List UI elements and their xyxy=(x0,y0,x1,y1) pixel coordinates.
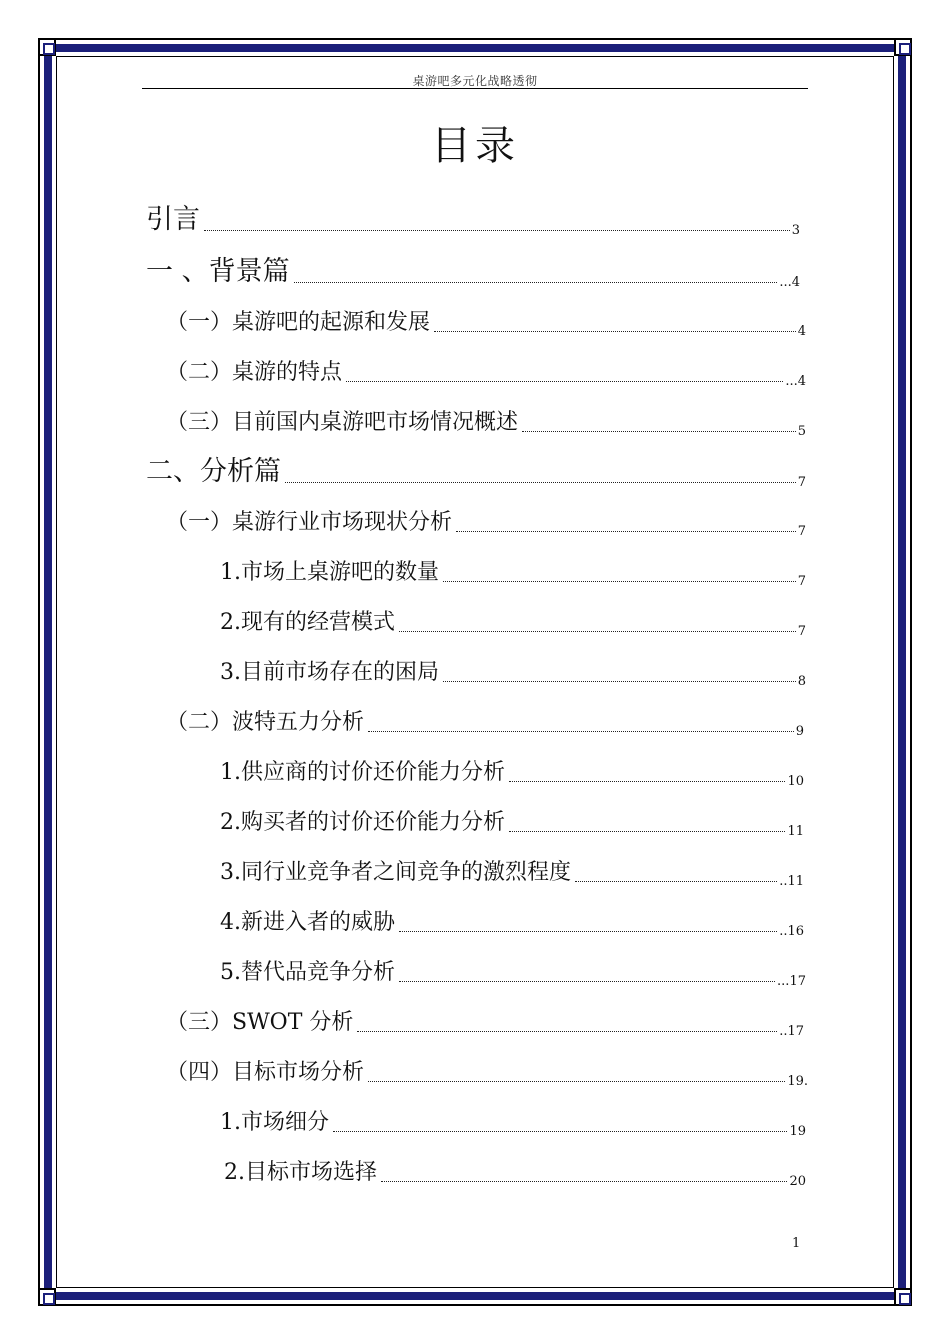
running-header: 桌游吧多元化战略透彻 xyxy=(412,74,538,88)
toc-entry[interactable] xyxy=(166,1010,804,1039)
border-corner-ornament xyxy=(38,1288,56,1306)
toc-leader-dots xyxy=(285,482,796,483)
toc-leader-dots xyxy=(333,1131,787,1132)
toc-leader-dots xyxy=(357,1031,777,1032)
toc-entry-page: 5 xyxy=(797,424,806,439)
toc-entry-page: 7 xyxy=(797,624,806,639)
toc-entry-label: （三）SWOT 分析 xyxy=(166,1010,354,1035)
toc-entry-page: 4 xyxy=(797,324,806,339)
toc-entry-label: 3.同行业竞争者之间竞争的激烈程度 xyxy=(220,860,571,885)
toc-entry-label: 引言 xyxy=(146,204,200,235)
toc-entry-label: （二）桌游的特点 xyxy=(166,360,343,385)
toc-entry-page: 7 xyxy=(797,524,806,539)
toc-entry-page: ..11 xyxy=(779,874,804,889)
toc-entry[interactable] xyxy=(146,456,806,490)
border-corner-ornament xyxy=(38,38,56,56)
toc-entry[interactable] xyxy=(220,660,806,689)
toc-entry[interactable] xyxy=(166,310,806,339)
toc-leader-dots xyxy=(368,1081,785,1082)
page-title: 目录 xyxy=(431,123,519,169)
toc-entry[interactable] xyxy=(220,810,804,839)
toc-entry[interactable] xyxy=(220,960,806,989)
toc-leader-dots xyxy=(399,931,777,932)
toc-leader-dots xyxy=(399,981,775,982)
toc-entry[interactable] xyxy=(220,560,806,589)
border-corner-ornament xyxy=(894,1288,912,1306)
toc-entry-label: 3.目前市场存在的困局 xyxy=(220,660,439,685)
toc-entry-page: 3 xyxy=(791,223,800,238)
toc-leader-dots xyxy=(294,282,778,283)
toc-entry-label: 2.购买者的讨价还价能力分析 xyxy=(220,810,505,835)
toc-leader-dots xyxy=(399,631,796,632)
toc-entry[interactable] xyxy=(220,1110,806,1139)
toc-leader-dots xyxy=(346,381,783,382)
toc-entry-label: 二、分析篇 xyxy=(146,456,281,487)
toc-leader-dots xyxy=(368,731,794,732)
toc-entry-page: 8 xyxy=(797,674,806,689)
toc-entry[interactable] xyxy=(146,204,800,238)
toc-leader-dots xyxy=(456,531,796,532)
toc-entry[interactable] xyxy=(166,410,806,439)
toc-entry-page: 7 xyxy=(797,475,806,490)
header-rule xyxy=(142,88,808,89)
toc-entry[interactable] xyxy=(220,760,804,789)
toc-entry-label: 5.替代品竞争分析 xyxy=(220,960,395,985)
toc-entry-label: 4.新进入者的威胁 xyxy=(220,910,395,935)
toc-leader-dots xyxy=(443,581,796,582)
toc-leader-dots xyxy=(509,831,785,832)
toc-leader-dots xyxy=(575,881,777,882)
toc-leader-dots xyxy=(443,681,796,682)
toc-entry-label: （二）波特五力分析 xyxy=(166,710,365,735)
toc-entry-label: 2.现有的经营模式 xyxy=(220,610,395,635)
toc-entry[interactable] xyxy=(220,860,804,889)
toc-entry-label: 1.市场上桌游吧的数量 xyxy=(220,560,439,585)
toc-entry[interactable] xyxy=(166,1060,808,1089)
toc-entry-page: 19. xyxy=(787,1074,808,1089)
toc-entry[interactable] xyxy=(220,910,804,939)
toc-entry-page: ...17 xyxy=(777,974,806,989)
toc-entry-label: （一）桌游吧的起源和发展 xyxy=(166,310,431,335)
toc-leader-dots xyxy=(434,331,796,332)
toc-leader-dots xyxy=(381,1181,787,1182)
toc-entry[interactable] xyxy=(224,1160,806,1189)
toc-entry-page: 10 xyxy=(787,774,804,789)
toc-entry-label: 1.供应商的讨价还价能力分析 xyxy=(220,760,505,785)
page-number: 1 xyxy=(792,1236,801,1251)
toc-entry-label: （四）目标市场分析 xyxy=(166,1060,365,1085)
toc-entry-page: 20 xyxy=(789,1174,806,1189)
toc-entry[interactable] xyxy=(220,610,806,639)
toc-entry-page: 7 xyxy=(797,574,806,589)
toc-entry-page: 19 xyxy=(789,1124,806,1139)
toc-entry-page: ..17 xyxy=(779,1024,804,1039)
toc-entry[interactable] xyxy=(166,360,806,389)
toc-leader-dots xyxy=(204,230,790,231)
toc-entry-page: ..16 xyxy=(779,924,804,939)
toc-entry-page: 9 xyxy=(795,724,804,739)
toc-leader-dots xyxy=(509,781,785,782)
toc-entry-page: ...4 xyxy=(785,374,806,389)
toc-entry[interactable] xyxy=(146,256,800,290)
toc-entry[interactable] xyxy=(166,510,806,539)
toc-entry-label: （一）桌游行业市场现状分析 xyxy=(166,510,453,535)
toc-entry-label: 2.目标市场选择 xyxy=(224,1160,377,1185)
toc-entry-page: ...4 xyxy=(779,275,800,290)
toc-entry-label: （三）目前国内桌游吧市场情况概述 xyxy=(166,410,519,435)
toc-entry[interactable] xyxy=(166,710,804,739)
toc-entry-label: 一 、背景篇 xyxy=(146,256,290,287)
toc-leader-dots xyxy=(522,431,796,432)
border-corner-ornament xyxy=(894,38,912,56)
toc-entry-label: 1.市场细分 xyxy=(220,1110,329,1135)
toc-entry-page: 11 xyxy=(787,824,804,839)
